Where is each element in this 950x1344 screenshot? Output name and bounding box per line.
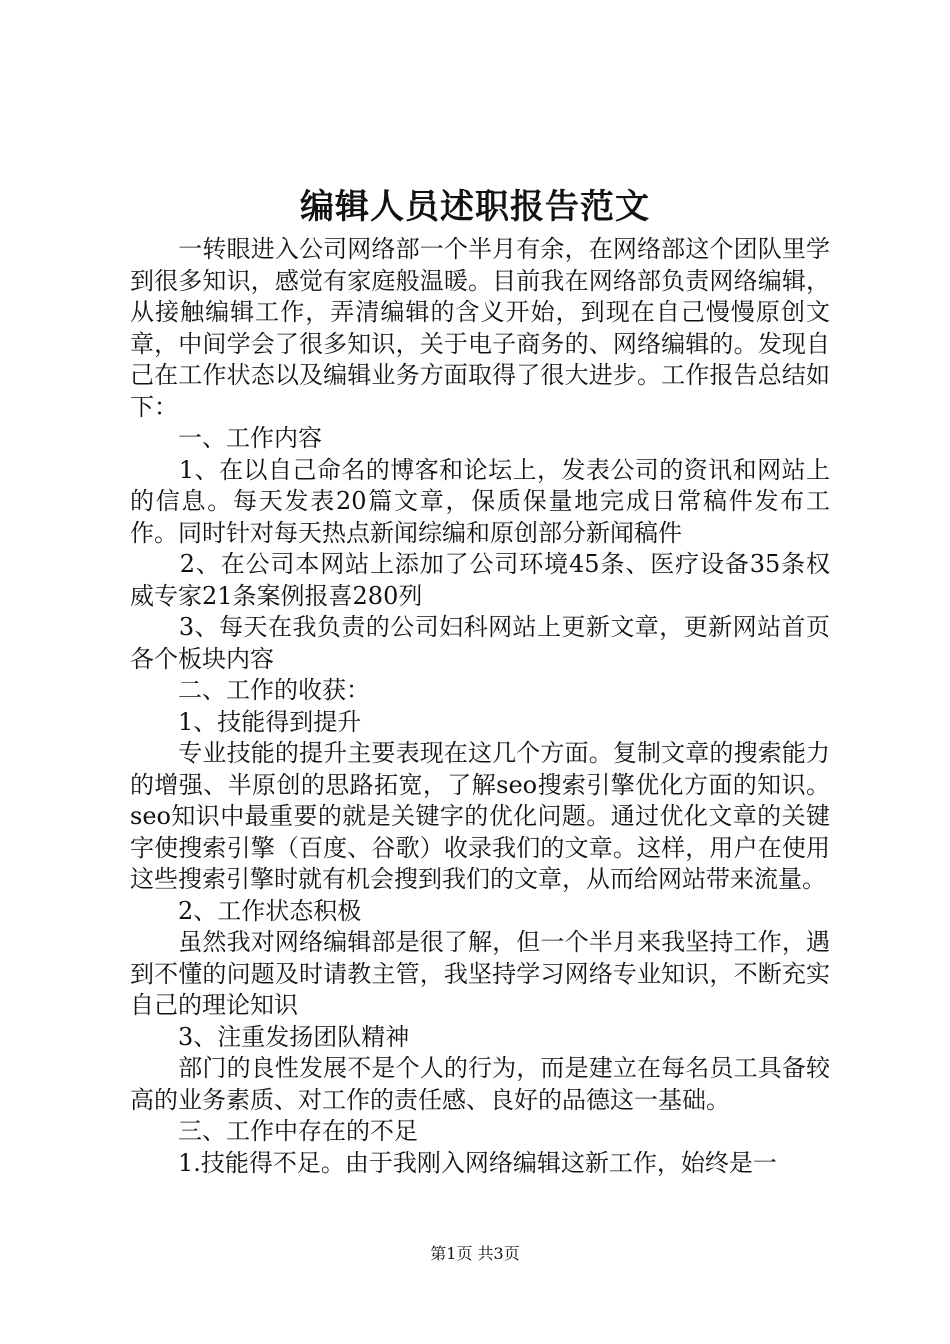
paragraph-attitude: 虽然我对网络编辑部是很了解，但一个半月来我坚持工作，遇到不懂的问题及时请教主管，我坚持学习网络专业知识，不断充实自己的理论知识: [130, 928, 830, 1019]
subheading-team-spirit: 3、注重发扬团队精神: [130, 1022, 410, 1051]
paragraph-shortcoming-1: 1.技能得不足。由于我刚入网络编辑这新工作，始终是一: [130, 1148, 777, 1177]
paragraph-team: 部门的良性发展不是个人的行为，而是建立在每名员工具备较高的业务素质、对工作的责任感、良好的品德这一基础。: [130, 1054, 830, 1114]
heading-shortcomings: 三、工作中存在的不足: [130, 1117, 418, 1145]
paragraph-item-2: 2、在公司本网站上添加了公司环境45条、医疗设备35条权威专家21条案例报喜280列: [130, 550, 830, 610]
page-number-footer: 第1页 共3页: [430, 1244, 520, 1263]
subheading-skills-improved: 1、技能得到提升: [130, 707, 362, 736]
paragraph-item-3: 3、每天在我负责的公司妇科网站上更新文章，更新网站首页各个板块内容: [130, 613, 830, 673]
paragraph-intro: 一转眼进入公司网络部一个半月有余，在网络部这个团队里学到很多知识，感觉有家庭般温暖。目前我在网络部负责网络编辑，从接触编辑工作，弄清编辑的含义开始，到现在自己慢慢原创文章，中间学会了很多知识，关于电子商务的、网络编辑的。发现自己在工作状态以及编辑业务方面取得了很大进步。工作报告总结如下：: [130, 235, 830, 421]
document-title: 编辑人员述职报告范文: [300, 187, 650, 227]
paragraph-skills: 专业技能的提升主要表现在这几个方面。复制文章的搜索能力的增强、半原创的思路拓宽，了解seo搜索引擎优化方面的知识。seo知识中最重要的就是关键字的优化问题。通过优化文章的关键字使搜索引擎（百度、谷歌）收录我们的文章。这样，用户在使用这些搜索引擎时就有机会搜到我们的文章，从而给网站带来流量。: [130, 739, 830, 893]
subheading-positive-attitude: 2、工作状态积极: [130, 896, 362, 925]
paragraph-item-1: 1、在以自己命名的博客和论坛上，发表公司的资讯和网站上的信息。每天发表20篇文章，保质保量地完成日常稿件发布工作。同时针对每天热点新闻综编和原创部分新闻稿件: [130, 455, 830, 547]
document-body: [130, 234, 830, 1179]
heading-work-gains: 二、工作的收获：: [130, 676, 370, 704]
heading-work-content: 一、工作内容: [130, 424, 322, 452]
